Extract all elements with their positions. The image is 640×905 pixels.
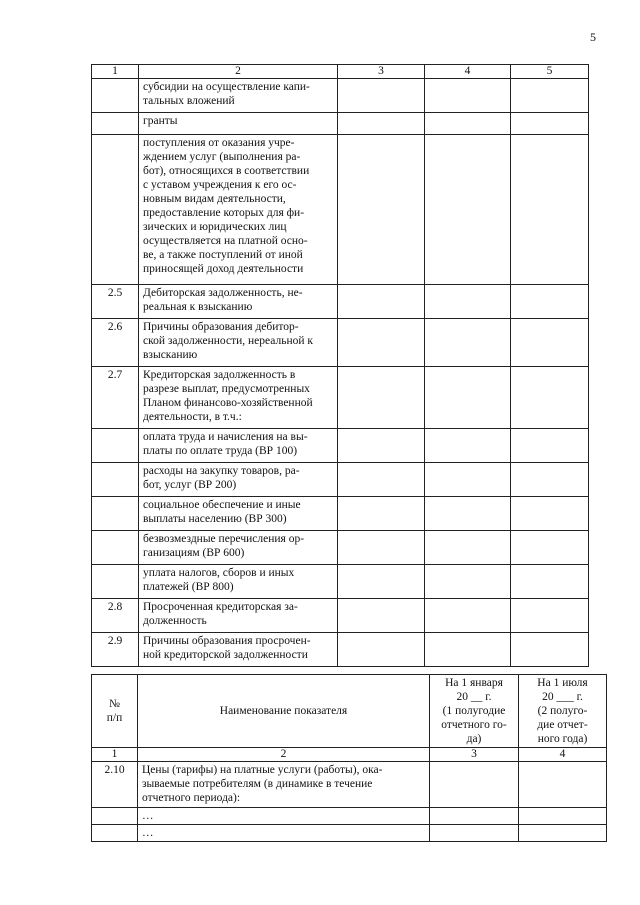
value-cell	[425, 113, 511, 135]
row-label: Причины образования просрочен- ной кредиторской задолженности	[139, 633, 338, 667]
table-row	[92, 285, 589, 319]
row-number: 2.7	[92, 367, 139, 429]
row-number	[92, 463, 139, 497]
row-number	[92, 531, 139, 565]
value-cell	[519, 808, 607, 825]
row-label: поступления от оказания учре- ждением услуг (выполнения ра- бот), относящихся в соответствии с уставом учреждения к его ос- новным видам деятельности, предоставление которых для фи- зических и юридических лиц осуществляется на платной осно- ве, а также поступлений от иной приносящей доход деятельности	[139, 135, 338, 285]
row-number: 2.10	[92, 762, 138, 808]
value-cell	[338, 463, 425, 497]
row-number: 2.9	[92, 633, 139, 667]
row-number	[92, 113, 139, 135]
value-cell	[511, 79, 589, 113]
value-cell	[338, 135, 425, 285]
row-label: безвозмездные перечисления ор- ганизациям (ВР 600)	[139, 531, 338, 565]
col-index-1: 1	[92, 748, 138, 762]
row-label: уплата налогов, сборов и иных платежей (ВР 800)	[139, 565, 338, 599]
value-cell	[511, 463, 589, 497]
value-cell	[511, 113, 589, 135]
value-cell	[511, 135, 589, 285]
value-cell	[425, 79, 511, 113]
row-number	[92, 429, 139, 463]
row-label: Причины образования дебитор- ской задолженности, нереальной к взысканию	[139, 319, 338, 367]
row-label: гранты	[139, 113, 338, 135]
table-row	[92, 429, 589, 463]
header-indicator-name: Наименование показателя	[138, 675, 430, 748]
value-cell	[430, 762, 519, 808]
header-july: На 1 июля 20 ___ г. (2 полуго- дие отчет- ного года)	[519, 675, 607, 748]
col-index-4: 4	[519, 748, 607, 762]
col-index-4: 4	[425, 65, 511, 79]
financial-indicators-table	[91, 64, 589, 667]
value-cell	[425, 367, 511, 429]
row-label: субсидии на осуществление капи- тальных вложений	[139, 79, 338, 113]
col-index-2: 2	[138, 748, 430, 762]
value-cell	[338, 79, 425, 113]
header-row	[92, 675, 607, 748]
row-number: 2.5	[92, 285, 139, 319]
value-cell	[425, 429, 511, 463]
value-cell	[425, 319, 511, 367]
table-row	[92, 113, 589, 135]
row-label: социальное обеспечение и иные выплаты населению (ВР 300)	[139, 497, 338, 531]
col-index-2: 2	[139, 65, 338, 79]
value-cell	[511, 285, 589, 319]
col-index-3: 3	[430, 748, 519, 762]
row-number	[92, 497, 139, 531]
value-cell	[511, 429, 589, 463]
value-cell	[338, 285, 425, 319]
row-number	[92, 79, 139, 113]
value-cell	[425, 497, 511, 531]
value-cell	[519, 825, 607, 842]
value-cell	[425, 565, 511, 599]
row-number: 2.8	[92, 599, 139, 633]
table-row	[92, 319, 589, 367]
value-cell	[511, 319, 589, 367]
value-cell	[511, 565, 589, 599]
row-number	[92, 135, 139, 285]
value-cell	[519, 762, 607, 808]
col-index-5: 5	[511, 65, 589, 79]
header-january: На 1 января 20 __ г. (1 полугодие отчетного го- да)	[430, 675, 519, 748]
value-cell	[425, 135, 511, 285]
row-label: расходы на закупку товаров, ра- бот, услуг (ВР 200)	[139, 463, 338, 497]
value-cell	[511, 531, 589, 565]
table-row	[92, 135, 589, 285]
col-index-1: 1	[92, 65, 139, 79]
table-row	[92, 599, 589, 633]
value-cell	[338, 319, 425, 367]
table-row	[92, 367, 589, 429]
table-row	[92, 762, 607, 808]
value-cell	[338, 531, 425, 565]
table-row	[92, 79, 589, 113]
value-cell	[338, 633, 425, 667]
value-cell	[338, 113, 425, 135]
row-number	[92, 565, 139, 599]
table-row	[92, 497, 589, 531]
value-cell	[511, 367, 589, 429]
table-row	[92, 565, 589, 599]
prices-tariffs-table	[91, 674, 607, 842]
table-row	[92, 808, 607, 825]
row-label: Просроченная кредиторская за- долженность	[139, 599, 338, 633]
value-cell	[338, 565, 425, 599]
row-label: Цены (тарифы) на платные услуги (работы), ока- зываемые потребителям (в динамике в течение отчетного периода):	[138, 762, 430, 808]
value-cell	[425, 285, 511, 319]
row-number: 2.6	[92, 319, 139, 367]
row-label: …	[138, 808, 430, 825]
row-label: Дебиторская задолженность, не- реальная к взысканию	[139, 285, 338, 319]
column-index-row	[92, 748, 607, 762]
row-label: оплата труда и начисления на вы- платы по оплате труда (ВР 100)	[139, 429, 338, 463]
value-cell	[425, 531, 511, 565]
value-cell	[338, 429, 425, 463]
value-cell	[511, 633, 589, 667]
value-cell	[425, 599, 511, 633]
value-cell	[511, 497, 589, 531]
value-cell	[425, 633, 511, 667]
row-number	[92, 825, 138, 842]
header-number: № п/п	[92, 675, 138, 748]
col-index-3: 3	[338, 65, 425, 79]
value-cell	[338, 497, 425, 531]
value-cell	[430, 825, 519, 842]
row-number	[92, 808, 138, 825]
table-row	[92, 633, 589, 667]
value-cell	[511, 599, 589, 633]
value-cell	[430, 808, 519, 825]
value-cell	[338, 367, 425, 429]
page-number: 5	[590, 30, 596, 44]
table-row	[92, 463, 589, 497]
value-cell	[338, 599, 425, 633]
row-label: Кредиторская задолженность в разрезе выплат, предусмотренных Планом финансово-хозяйственной деятельности, в т.ч.:	[139, 367, 338, 429]
row-label: …	[138, 825, 430, 842]
table-row	[92, 531, 589, 565]
value-cell	[425, 463, 511, 497]
column-index-row	[92, 65, 589, 79]
table-row	[92, 825, 607, 842]
